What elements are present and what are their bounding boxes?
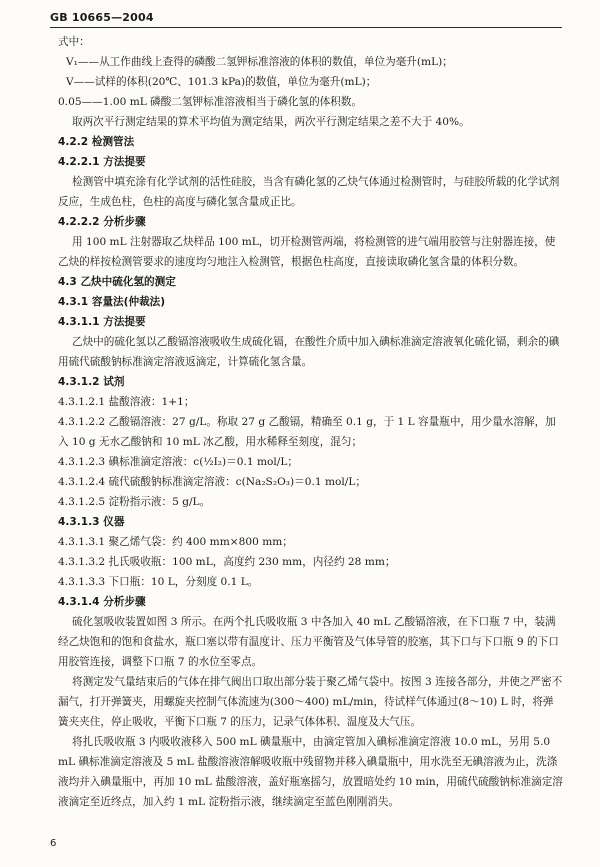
reagent-item: 4.3.1.2.5 淀粉指示液：5 g/L。	[58, 496, 211, 508]
section-heading-4-2-2-1: 4.2.2.1 方法提要	[58, 156, 146, 168]
where-label: 式中：	[58, 36, 90, 48]
header-rule	[50, 27, 562, 28]
reagent-item: 4.3.1.2.3 碘标准滴定溶液：c(½I₂)＝0.1 mol/L；	[58, 456, 299, 468]
section-heading-4-3-1: 4.3.1 容量法(仲裁法)	[58, 296, 166, 308]
constant-definition: 0.05——1.00 mL 磷酸二氢钾标准溶液相当于磷化氢的体积数。	[58, 96, 363, 108]
instrument-item: 4.3.1.3.2 扎氏吸收瓶：100 mL，高度约 230 mm，内径约 28 mm；	[58, 556, 396, 568]
instrument-item: 4.3.1.3.1 聚乙烯气袋：约 400 mm×800 mm；	[58, 536, 293, 548]
section-heading-4-3-1-2: 4.3.1.2 试剂	[58, 376, 125, 388]
paragraph-apparatus: 硫化氢吸收装置如图 3 所示。在两个扎氏吸收瓶 3 中各加入 40 mL 乙酸镉溶液，在下口瓶 7 中，装满经乙炔饱和的饱和食盐水，瓶口塞以带有温度计、压力平衡管及气体导管的胶塞，其下口与下口瓶 9 的下口用胶管连接，调整下口瓶 7 的水位至零点。	[58, 616, 559, 668]
paragraph-sampling: 将测定发气量结束后的气体在排气阀出口取出部分装于聚乙烯气袋中。按图 3 连接各部分，并使之严密不漏气，打开弹簧夹，用螺旋夹控制气体流速为(300～400) mL/min，待试样气体通过(8～10) L 时，将弹簧夹夹住，停止吸收，平衡下口瓶 7 的压力，记录气体体积、温度及大气压。	[58, 676, 563, 728]
standard-id: GB 10665—2004	[50, 11, 154, 24]
section-heading-4-3-1-3: 4.3.1.3 仪器	[58, 516, 125, 528]
section-heading-4-3-1-4: 4.3.1.4 分析步骤	[58, 596, 146, 608]
variable-definition-v1: V₁——从工作曲线上查得的磷酸二氢钾标准溶液的体积的数值，单位为毫升(mL)；	[66, 56, 453, 68]
page-number: 6	[50, 838, 57, 849]
paragraph-titration: 将扎氏吸收瓶 3 内吸收液移入 500 mL 碘量瓶中，由滴定管加入碘标准滴定溶液 10.0 mL，另用 5.0 mL 碘标准滴定溶液及 5 mL 盐酸溶液溶解吸收瓶中残留物并移入碘量瓶中，用水洗至无碘溶液为止，洗涤液均并入碘量瓶中，再加 10 mL 盐酸溶液，盖好瓶塞摇匀，放置暗处约 10 min，用硫代硫酸钠标准滴定溶液滴定至近终点，加入约 1 mL 淀粉指示液，继续滴定至蓝色刚刚消失。	[58, 736, 563, 808]
reagent-item: 4.3.1.2.1 盐酸溶液：1+1；	[58, 396, 195, 408]
paragraph-analysis-steps: 用 100 mL 注射器取乙炔样品 100 mL，切开检测管两端，将检测管的进气端用胶管与注射器连接，使乙炔的样按检测管要求的速度均匀地注入检测管，根据色柱高度，直接读取磷化氢含量的体积分数。	[58, 236, 556, 268]
paragraph-h2s-summary: 乙炔中的硫化氢以乙酸镉溶液吸收生成硫化镉，在酸性介质中加入碘标准滴定溶液氧化硫化镉，剩余的碘用硫代硫酸钠标准滴定溶液返滴定，计算硫化氢含量。	[58, 336, 560, 368]
section-heading-4-3: 4.3 乙炔中硫化氢的测定	[58, 276, 176, 288]
instrument-item: 4.3.1.3.3 下口瓶：10 L，分刻度 0.1 L。	[58, 576, 259, 588]
result-statement: 取两次平行测定结果的算术平均值为测定结果，两次平行测定结果之差不大于 40%。	[72, 116, 470, 128]
reagent-item: 4.3.1.2.2 乙酸镉溶液：27 g/L。称取 27 g 乙酸镉，精确至 0.1 g，于 1 L 容量瓶中，用少量水溶解，加入 10 g 无水乙酸钠和 10 mL 冰乙酸，用水稀释至刻度，混匀；	[58, 416, 556, 448]
paragraph-method-summary: 检测管中填充涂有化学试剂的活性硅胶，当含有磷化氢的乙炔气体通过检测管时，与硅胶所载的化学试剂反应，生成色柱，色柱的高度与磷化氢含量成正比。	[58, 176, 560, 208]
document-body	[58, 32, 563, 812]
variable-definition-v: V——试样的体积(20℃、101.3 kPa)的数值，单位为毫升(mL)；	[66, 76, 377, 88]
section-heading-4-2-2: 4.2.2 检测管法	[58, 136, 135, 148]
section-heading-4-3-1-1: 4.3.1.1 方法提要	[58, 316, 146, 328]
reagent-item: 4.3.1.2.4 硫代硫酸钠标准滴定溶液：c(Na₂S₂O₃)＝0.1 mol/L；	[58, 476, 366, 488]
section-heading-4-2-2-2: 4.2.2.2 分析步骤	[58, 216, 146, 228]
